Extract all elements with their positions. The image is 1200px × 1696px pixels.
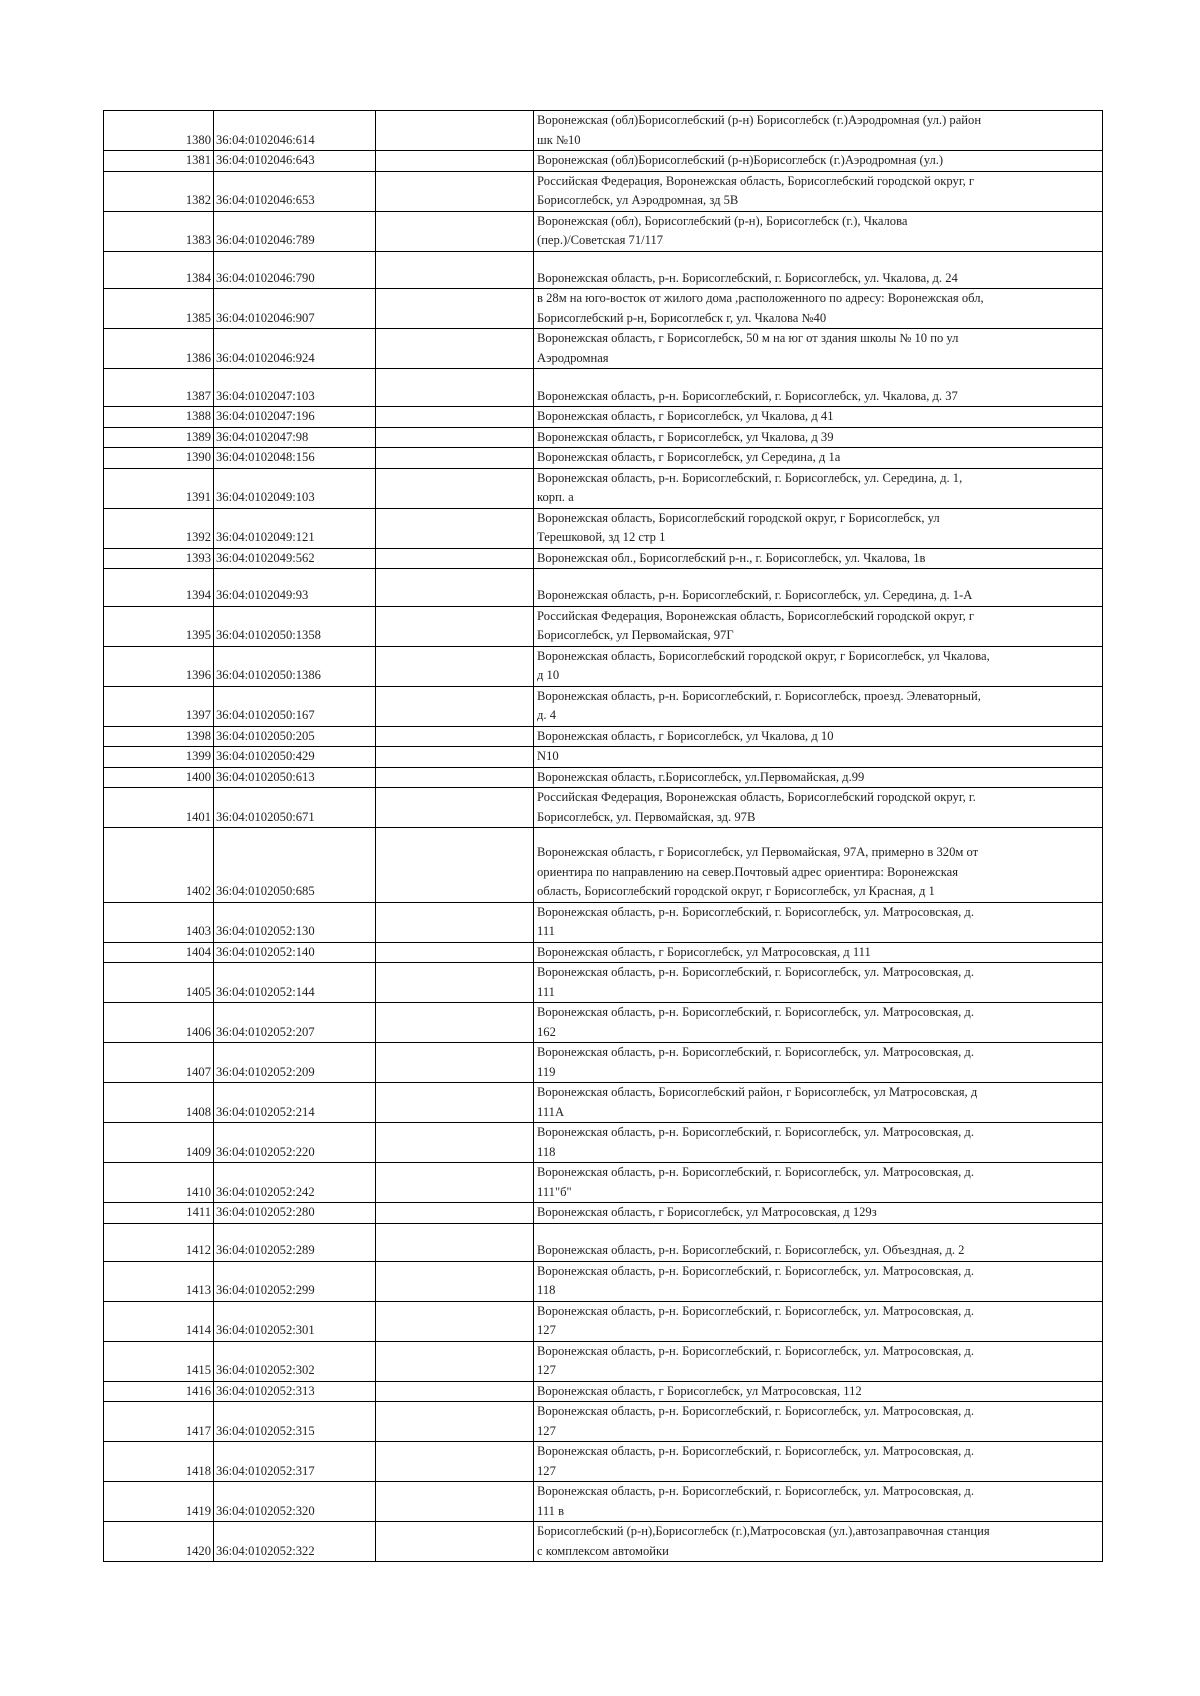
cadastral-number-cell: 36:04:0102050:671 (214, 788, 376, 828)
row-number-cell: 1417 (104, 1402, 214, 1442)
address-cell: Воронежская область, р-н. Борисоглебский, г. Борисоглебск, ул. Матросовская, д. 162 (534, 1003, 1103, 1043)
row-number-cell: 1384 (104, 251, 214, 289)
table-row (104, 251, 1103, 289)
empty-cell (376, 1341, 534, 1381)
address-cell: Воронежская область, р-н. Борисоглебский, г. Борисоглебск, ул. Середина, д. 1, корп. а (534, 468, 1103, 508)
address-cell: Воронежская область, р-н. Борисоглебский, г. Борисоглебск, ул. Матросовская, д. 127 (534, 1402, 1103, 1442)
cadastral-number-cell: 36:04:0102052:320 (214, 1482, 376, 1522)
cadastral-number-cell: 36:04:0102052:299 (214, 1261, 376, 1301)
empty-cell (376, 963, 534, 1003)
empty-cell (376, 289, 534, 329)
address-cell: Воронежская область, р-н. Борисоглебский, г. Борисоглебск, проезд. Элеваторный, д. 4 (534, 686, 1103, 726)
cadastral-number-cell: 36:04:0102046:653 (214, 171, 376, 211)
table-row (104, 289, 1103, 329)
cadastral-number-cell: 36:04:0102046:790 (214, 251, 376, 289)
address-cell: Воронежская область, г.Борисоглебск, ул.Первомайская, д.99 (534, 767, 1103, 788)
address-cell: N10 (534, 747, 1103, 768)
empty-cell (376, 211, 534, 251)
table-row (104, 1203, 1103, 1224)
row-number-cell: 1389 (104, 427, 214, 448)
empty-cell (376, 508, 534, 548)
table-row (104, 407, 1103, 428)
registry-page (103, 110, 1102, 1562)
empty-cell (376, 828, 534, 903)
table-row (104, 569, 1103, 607)
row-number-cell: 1420 (104, 1522, 214, 1562)
empty-cell (376, 788, 534, 828)
row-number-cell: 1402 (104, 828, 214, 903)
cadastral-number-cell: 36:04:0102049:121 (214, 508, 376, 548)
empty-cell (376, 1522, 534, 1562)
row-number-cell: 1414 (104, 1301, 214, 1341)
row-number-cell: 1382 (104, 171, 214, 211)
empty-cell (376, 251, 534, 289)
table-row (104, 1341, 1103, 1381)
row-number-cell: 1392 (104, 508, 214, 548)
empty-cell (376, 407, 534, 428)
table-row (104, 151, 1103, 172)
cadastral-number-cell: 36:04:0102048:156 (214, 448, 376, 469)
cadastral-number-cell: 36:04:0102052:220 (214, 1123, 376, 1163)
row-number-cell: 1397 (104, 686, 214, 726)
row-number-cell: 1399 (104, 747, 214, 768)
address-cell: Воронежская (обл)Борисоглебский (р-н) Борисоглебск (г.)Аэродромная (ул.) район шк №10 (534, 111, 1103, 151)
cadastral-number-cell: 36:04:0102050:1358 (214, 606, 376, 646)
cadastral-number-cell: 36:04:0102050:613 (214, 767, 376, 788)
address-cell: Воронежская область, р-н. Борисоглебский, г. Борисоглебск, ул. Середина, д. 1-А (534, 569, 1103, 607)
cadastral-number-cell: 36:04:0102046:614 (214, 111, 376, 151)
table-row (104, 427, 1103, 448)
empty-cell (376, 1482, 534, 1522)
cadastral-number-cell: 36:04:0102047:98 (214, 427, 376, 448)
cadastral-number-cell: 36:04:0102046:789 (214, 211, 376, 251)
address-cell: Воронежская область, р-н. Борисоглебский, г. Борисоглебск, ул. Матросовская, д. 119 (534, 1043, 1103, 1083)
address-cell: Воронежская область, г Борисоглебск, ул Чкалова, д 10 (534, 726, 1103, 747)
row-number-cell: 1418 (104, 1442, 214, 1482)
address-cell: Воронежская область, г Борисоглебск, ул Матросовская, 112 (534, 1381, 1103, 1402)
table-row (104, 1442, 1103, 1482)
row-number-cell: 1386 (104, 329, 214, 369)
empty-cell (376, 767, 534, 788)
cadastral-number-cell: 36:04:0102052:302 (214, 1341, 376, 1381)
row-number-cell: 1403 (104, 902, 214, 942)
cadastral-number-cell: 36:04:0102046:643 (214, 151, 376, 172)
table-row (104, 1123, 1103, 1163)
cadastral-number-cell: 36:04:0102047:196 (214, 407, 376, 428)
row-number-cell: 1415 (104, 1341, 214, 1381)
address-cell: Воронежская область, р-н. Борисоглебский, г. Борисоглебск, ул. Матросовская, д. 127 (534, 1442, 1103, 1482)
empty-cell (376, 1261, 534, 1301)
table-row (104, 508, 1103, 548)
empty-cell (376, 686, 534, 726)
table-row (104, 211, 1103, 251)
empty-cell (376, 111, 534, 151)
empty-cell (376, 1043, 534, 1083)
empty-cell (376, 726, 534, 747)
address-cell: Воронежская область, г Борисоглебск, ул Чкалова, д 39 (534, 427, 1103, 448)
cadastral-number-cell: 36:04:0102052:130 (214, 902, 376, 942)
row-number-cell: 1393 (104, 548, 214, 569)
cadastral-number-cell: 36:04:0102050:205 (214, 726, 376, 747)
table-row (104, 1301, 1103, 1341)
row-number-cell: 1404 (104, 942, 214, 963)
empty-cell (376, 902, 534, 942)
table-row (104, 1003, 1103, 1043)
table-row (104, 1261, 1103, 1301)
address-cell: Воронежская область, р-н. Борисоглебский, г. Борисоглебск, ул. Матросовская, д. 111"б" (534, 1163, 1103, 1203)
land-plot-registry-table (103, 110, 1103, 1562)
table-row (104, 828, 1103, 903)
cadastral-number-cell: 36:04:0102050:167 (214, 686, 376, 726)
empty-cell (376, 1301, 534, 1341)
cadastral-number-cell: 36:04:0102046:907 (214, 289, 376, 329)
row-number-cell: 1407 (104, 1043, 214, 1083)
table-row (104, 111, 1103, 151)
table-row (104, 468, 1103, 508)
table-row (104, 1482, 1103, 1522)
cadastral-number-cell: 36:04:0102046:924 (214, 329, 376, 369)
address-cell: Воронежская область, р-н. Борисоглебский, г. Борисоглебск, ул. Объездная, д. 2 (534, 1223, 1103, 1261)
row-number-cell: 1383 (104, 211, 214, 251)
empty-cell (376, 1163, 534, 1203)
row-number-cell: 1398 (104, 726, 214, 747)
empty-cell (376, 448, 534, 469)
table-row (104, 1402, 1103, 1442)
empty-cell (376, 1381, 534, 1402)
row-number-cell: 1412 (104, 1223, 214, 1261)
row-number-cell: 1391 (104, 468, 214, 508)
cadastral-number-cell: 36:04:0102052:209 (214, 1043, 376, 1083)
row-number-cell: 1413 (104, 1261, 214, 1301)
empty-cell (376, 171, 534, 211)
table-row (104, 1381, 1103, 1402)
cadastral-number-cell: 36:04:0102052:289 (214, 1223, 376, 1261)
table-row (104, 788, 1103, 828)
row-number-cell: 1411 (104, 1203, 214, 1224)
table-row (104, 902, 1103, 942)
row-number-cell: 1401 (104, 788, 214, 828)
table-row (104, 686, 1103, 726)
address-cell: Воронежская область, г Борисоглебск, ул Чкалова, д 41 (534, 407, 1103, 428)
empty-cell (376, 1083, 534, 1123)
row-number-cell: 1385 (104, 289, 214, 329)
address-cell: Воронежская область, г Борисоглебск, ул Середина, д 1а (534, 448, 1103, 469)
cadastral-number-cell: 36:04:0102050:1386 (214, 646, 376, 686)
table-row (104, 726, 1103, 747)
address-cell: Воронежская область, г Борисоглебск, ул Первомайская, 97А, примерно в 320м от ориентира по направлению на север.Почтовый адрес ориентира: Воронежская область, Борисоглебский городской округ, г Борисоглебск, ул Красная, д 1 (534, 828, 1103, 903)
cadastral-number-cell: 36:04:0102052:144 (214, 963, 376, 1003)
empty-cell (376, 1442, 534, 1482)
cadastral-number-cell: 36:04:0102047:103 (214, 369, 376, 407)
address-cell: Воронежская область, Борисоглебский городской округ, г Борисоглебск, ул Чкалова, д 10 (534, 646, 1103, 686)
table-row (104, 1223, 1103, 1261)
address-cell: Воронежская область, р-н. Борисоглебский, г. Борисоглебск, ул. Чкалова, д. 37 (534, 369, 1103, 407)
address-cell: Воронежская область, р-н. Борисоглебский, г. Борисоглебск, ул. Матросовская, д. 127 (534, 1301, 1103, 1341)
cadastral-number-cell: 36:04:0102052:214 (214, 1083, 376, 1123)
empty-cell (376, 151, 534, 172)
address-cell: Воронежская область, р-н. Борисоглебский, г. Борисоглебск, ул. Матросовская, д. 111 (534, 963, 1103, 1003)
empty-cell (376, 942, 534, 963)
row-number-cell: 1390 (104, 448, 214, 469)
cadastral-number-cell: 36:04:0102049:93 (214, 569, 376, 607)
cadastral-number-cell: 36:04:0102050:429 (214, 747, 376, 768)
empty-cell (376, 369, 534, 407)
empty-cell (376, 1203, 534, 1224)
table-row (104, 767, 1103, 788)
empty-cell (376, 468, 534, 508)
empty-cell (376, 646, 534, 686)
row-number-cell: 1409 (104, 1123, 214, 1163)
address-cell: Российская Федерация, Воронежская область, Борисоглебский городской округ, г Борисоглебск, ул Аэродромная, зд 5В (534, 171, 1103, 211)
table-row (104, 1163, 1103, 1203)
registry-table-body (104, 111, 1103, 1562)
cadastral-number-cell: 36:04:0102052:315 (214, 1402, 376, 1442)
cadastral-number-cell: 36:04:0102052:140 (214, 942, 376, 963)
address-cell: Борисоглебский (р-н),Борисоглебск (г.),Матросовская (ул.),автозаправочная станция с комплексом автомойки (534, 1522, 1103, 1562)
address-cell: Воронежская область, р-н. Борисоглебский, г. Борисоглебск, ул. Матросовская, д. 111 в (534, 1482, 1103, 1522)
row-number-cell: 1416 (104, 1381, 214, 1402)
address-cell: Воронежская область, р-н. Борисоглебский, г. Борисоглебск, ул. Матросовская, д. 127 (534, 1341, 1103, 1381)
cadastral-number-cell: 36:04:0102052:301 (214, 1301, 376, 1341)
address-cell: Воронежская область, Борисоглебский городской округ, г Борисоглебск, ул Терешковой, зд 12 стр 1 (534, 508, 1103, 548)
address-cell: Воронежская область, р-н. Борисоглебский, г. Борисоглебск, ул. Матросовская, д. 118 (534, 1123, 1103, 1163)
cadastral-number-cell: 36:04:0102052:313 (214, 1381, 376, 1402)
cadastral-number-cell: 36:04:0102052:317 (214, 1442, 376, 1482)
row-number-cell: 1381 (104, 151, 214, 172)
table-row (104, 963, 1103, 1003)
address-cell: Воронежская область, р-н. Борисоглебский, г. Борисоглебск, ул. Чкалова, д. 24 (534, 251, 1103, 289)
table-row (104, 548, 1103, 569)
cadastral-number-cell: 36:04:0102052:207 (214, 1003, 376, 1043)
row-number-cell: 1400 (104, 767, 214, 788)
row-number-cell: 1408 (104, 1083, 214, 1123)
row-number-cell: 1396 (104, 646, 214, 686)
address-cell: Воронежская область, г Борисоглебск, ул Матросовская, д 129з (534, 1203, 1103, 1224)
table-row (104, 1043, 1103, 1083)
row-number-cell: 1380 (104, 111, 214, 151)
cadastral-number-cell: 36:04:0102052:280 (214, 1203, 376, 1224)
empty-cell (376, 747, 534, 768)
cadastral-number-cell: 36:04:0102052:242 (214, 1163, 376, 1203)
empty-cell (376, 427, 534, 448)
empty-cell (376, 1123, 534, 1163)
empty-cell (376, 606, 534, 646)
table-row (104, 171, 1103, 211)
address-cell: Российская Федерация, Воронежская область, Борисоглебский городской округ, г. Борисоглебск, ул. Первомайская, зд. 97В (534, 788, 1103, 828)
table-row (104, 1083, 1103, 1123)
address-cell: Воронежская область, г Борисоглебск, ул Матросовская, д 111 (534, 942, 1103, 963)
address-cell: Воронежская область, р-н. Борисоглебский, г. Борисоглебск, ул. Матросовская, д. 118 (534, 1261, 1103, 1301)
empty-cell (376, 1223, 534, 1261)
cadastral-number-cell: 36:04:0102050:685 (214, 828, 376, 903)
row-number-cell: 1410 (104, 1163, 214, 1203)
row-number-cell: 1394 (104, 569, 214, 607)
row-number-cell: 1405 (104, 963, 214, 1003)
row-number-cell: 1406 (104, 1003, 214, 1043)
address-cell: в 28м на юго-восток от жилого дома ,расположенного по адресу: Воронежская обл, Борисоглебский р-н, Борисоглебск г, ул. Чкалова №40 (534, 289, 1103, 329)
cadastral-number-cell: 36:04:0102049:103 (214, 468, 376, 508)
table-row (104, 448, 1103, 469)
row-number-cell: 1387 (104, 369, 214, 407)
address-cell: Воронежская область, Борисоглебский район, г Борисоглебск, ул Матросовская, д 111А (534, 1083, 1103, 1123)
address-cell: Воронежская обл., Борисоглебский р-н., г. Борисоглебск, ул. Чкалова, 1в (534, 548, 1103, 569)
table-row (104, 747, 1103, 768)
table-row (104, 646, 1103, 686)
address-cell: Воронежская область, г Борисоглебск, 50 м на юг от здания школы № 10 по ул Аэродромная (534, 329, 1103, 369)
address-cell: Воронежская (обл), Борисоглебский (р-н), Борисоглебск (г.), Чкалова (пер.)/Советская 71/117 (534, 211, 1103, 251)
table-row (104, 606, 1103, 646)
table-row (104, 1522, 1103, 1562)
row-number-cell: 1395 (104, 606, 214, 646)
table-row (104, 329, 1103, 369)
empty-cell (376, 569, 534, 607)
empty-cell (376, 548, 534, 569)
row-number-cell: 1419 (104, 1482, 214, 1522)
address-cell: Российская Федерация, Воронежская область, Борисоглебский городской округ, г Борисоглебск, ул Первомайская, 97Г (534, 606, 1103, 646)
empty-cell (376, 1003, 534, 1043)
empty-cell (376, 1402, 534, 1442)
cadastral-number-cell: 36:04:0102052:322 (214, 1522, 376, 1562)
address-cell: Воронежская область, р-н. Борисоглебский, г. Борисоглебск, ул. Матросовская, д. 111 (534, 902, 1103, 942)
address-cell: Воронежская (обл)Борисоглебский (р-н)Борисоглебск (г.)Аэродромная (ул.) (534, 151, 1103, 172)
table-row (104, 369, 1103, 407)
table-row (104, 942, 1103, 963)
row-number-cell: 1388 (104, 407, 214, 428)
empty-cell (376, 329, 534, 369)
cadastral-number-cell: 36:04:0102049:562 (214, 548, 376, 569)
